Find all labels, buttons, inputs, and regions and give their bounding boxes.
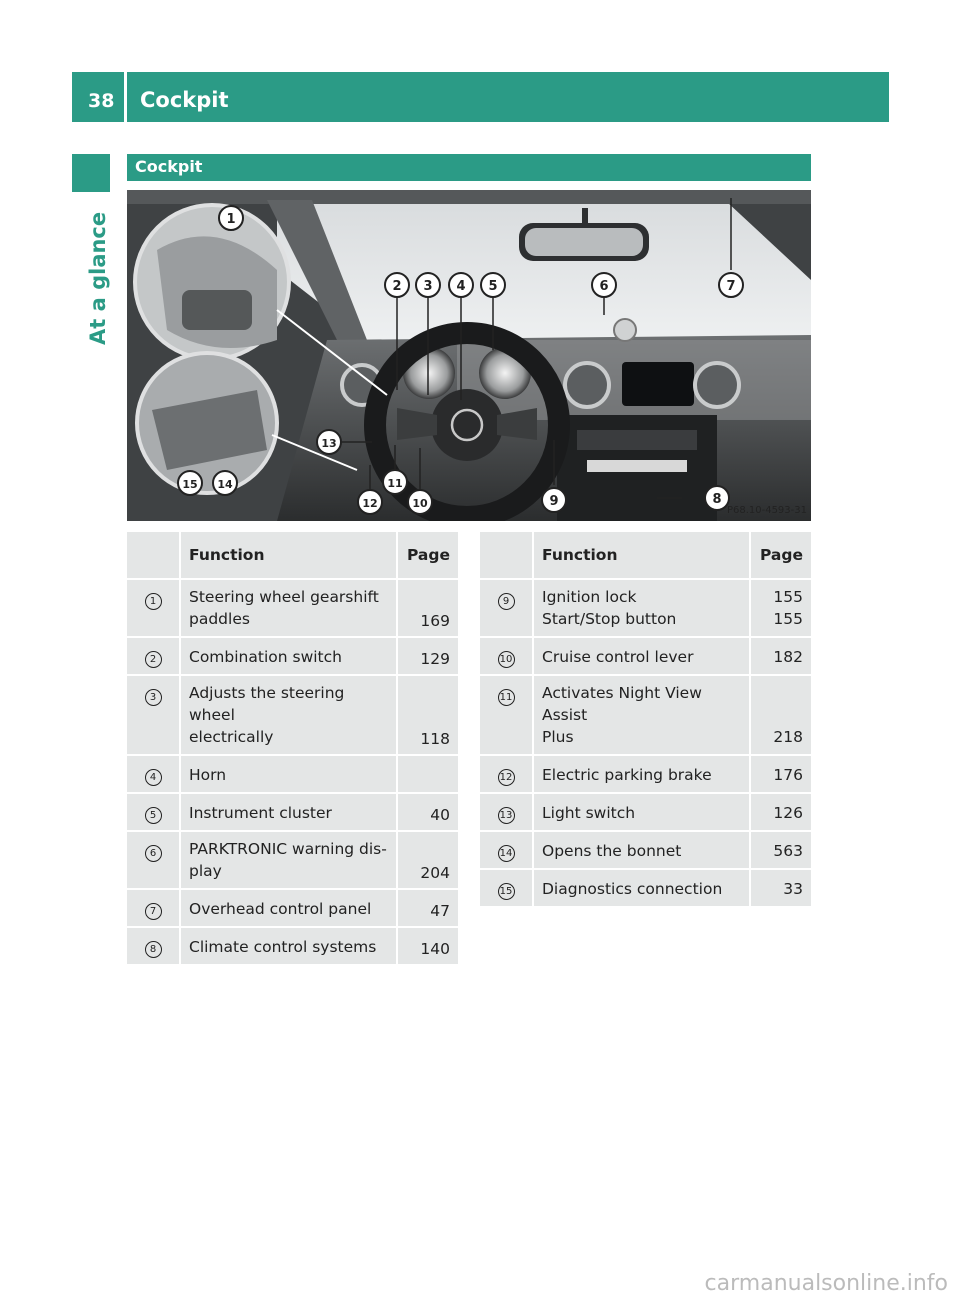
header-page: Page xyxy=(396,532,458,578)
page-reference: 169 xyxy=(396,580,458,636)
page-title: Cockpit xyxy=(140,88,229,112)
svg-text:13: 13 xyxy=(321,437,337,450)
callout-7 xyxy=(719,273,743,297)
svg-text:3: 3 xyxy=(423,279,433,294)
callout-5 xyxy=(481,273,505,297)
table-row xyxy=(480,794,811,830)
svg-text:11: 11 xyxy=(387,477,403,490)
table-row xyxy=(480,832,811,868)
svg-text:8: 8 xyxy=(712,492,722,507)
svg-text:7: 7 xyxy=(726,279,736,294)
table-row xyxy=(127,794,458,830)
header-num-col xyxy=(480,532,534,578)
item-number: 13 xyxy=(480,794,534,830)
image-code: P68.10-4593-31 xyxy=(726,505,807,516)
header-function: Function xyxy=(181,532,396,578)
section-title: Cockpit xyxy=(135,157,203,176)
page-reference: 218 xyxy=(749,676,811,754)
item-number: 12 xyxy=(480,756,534,792)
svg-text:1: 1 xyxy=(226,212,236,227)
table-row xyxy=(480,580,811,636)
item-number: 14 xyxy=(480,832,534,868)
table-row xyxy=(127,638,458,674)
function-label: Diagnostics connection xyxy=(534,870,749,906)
svg-text:12: 12 xyxy=(362,497,378,510)
header-divider xyxy=(124,72,127,122)
header-num-col xyxy=(127,532,181,578)
table-row xyxy=(480,676,811,754)
callout-12 xyxy=(358,490,382,514)
page-reference: 129 xyxy=(396,638,458,674)
page-reference: 563 xyxy=(749,832,811,868)
function-label: Horn xyxy=(181,756,396,792)
watermark: carmanualsonline.info xyxy=(704,1271,948,1296)
table-row xyxy=(127,832,458,888)
page-reference: 155 155 xyxy=(749,580,811,636)
item-number: 11 xyxy=(480,676,534,754)
page-reference: 47 xyxy=(396,890,458,926)
page-number: 38 xyxy=(88,90,115,112)
function-label: Ignition lock Start/Stop button xyxy=(534,580,749,636)
callout-13 xyxy=(317,430,341,454)
function-label: Steering wheel gearshift paddles xyxy=(181,580,396,636)
page-reference: 118 xyxy=(396,676,458,754)
function-label: Combination switch xyxy=(181,638,396,674)
item-number: 6 xyxy=(127,832,181,888)
function-label: Activates Night View Assist Plus xyxy=(534,676,749,754)
page-reference: 204 xyxy=(396,832,458,888)
svg-text:10: 10 xyxy=(412,497,428,510)
item-number: 9 xyxy=(480,580,534,636)
function-label: Instrument cluster xyxy=(181,794,396,830)
callout-4 xyxy=(449,273,473,297)
table-row xyxy=(127,890,458,926)
callout-3 xyxy=(416,273,440,297)
table-row xyxy=(127,928,458,964)
callout-9 xyxy=(542,488,566,512)
page-reference: 182 xyxy=(749,638,811,674)
item-number: 8 xyxy=(127,928,181,964)
item-number: 3 xyxy=(127,676,181,754)
function-label: Electric parking brake xyxy=(534,756,749,792)
function-label: Opens the bonnet xyxy=(534,832,749,868)
callout-8 xyxy=(705,486,729,510)
table-row xyxy=(127,676,458,754)
svg-text:14: 14 xyxy=(217,478,233,491)
item-number: 7 xyxy=(127,890,181,926)
svg-text:15: 15 xyxy=(182,478,198,491)
header-page: Page xyxy=(749,532,811,578)
svg-text:4: 4 xyxy=(456,279,466,294)
svg-text:2: 2 xyxy=(392,279,402,294)
callout-1 xyxy=(219,206,243,230)
function-table-left xyxy=(127,530,458,966)
table-row xyxy=(480,870,811,906)
cockpit-photo xyxy=(127,190,811,521)
section-bar xyxy=(127,154,811,181)
item-number: 1 xyxy=(127,580,181,636)
side-tab-marker xyxy=(72,154,110,192)
function-label: PARKTRONIC warning dis- play xyxy=(181,832,396,888)
item-number: 2 xyxy=(127,638,181,674)
svg-text:6: 6 xyxy=(599,279,609,294)
page-reference: 140 xyxy=(396,928,458,964)
table-row xyxy=(127,580,458,636)
svg-text:9: 9 xyxy=(549,494,559,509)
svg-text:5: 5 xyxy=(488,279,498,294)
function-label: Cruise control lever xyxy=(534,638,749,674)
page-reference: 40 xyxy=(396,794,458,830)
function-label: Light switch xyxy=(534,794,749,830)
item-number: 10 xyxy=(480,638,534,674)
callout-10 xyxy=(408,490,432,514)
callout-14 xyxy=(213,471,237,495)
header-function: Function xyxy=(534,532,749,578)
item-number: 4 xyxy=(127,756,181,792)
table-row xyxy=(480,756,811,792)
item-number: 5 xyxy=(127,794,181,830)
page-reference xyxy=(396,756,458,792)
page-reference: 126 xyxy=(749,794,811,830)
callout-2 xyxy=(385,273,409,297)
callout-6 xyxy=(592,273,616,297)
function-label: Adjusts the steering wheel electrically xyxy=(181,676,396,754)
item-number: 15 xyxy=(480,870,534,906)
side-tab-label: At a glance xyxy=(86,211,110,345)
callout-15 xyxy=(178,471,202,495)
callout-11 xyxy=(383,470,407,494)
function-table-right xyxy=(480,530,811,908)
function-label: Climate control systems xyxy=(181,928,396,964)
page-reference: 33 xyxy=(749,870,811,906)
page-reference: 176 xyxy=(749,756,811,792)
table-row xyxy=(480,638,811,674)
table-row xyxy=(127,756,458,792)
function-label: Overhead control panel xyxy=(181,890,396,926)
